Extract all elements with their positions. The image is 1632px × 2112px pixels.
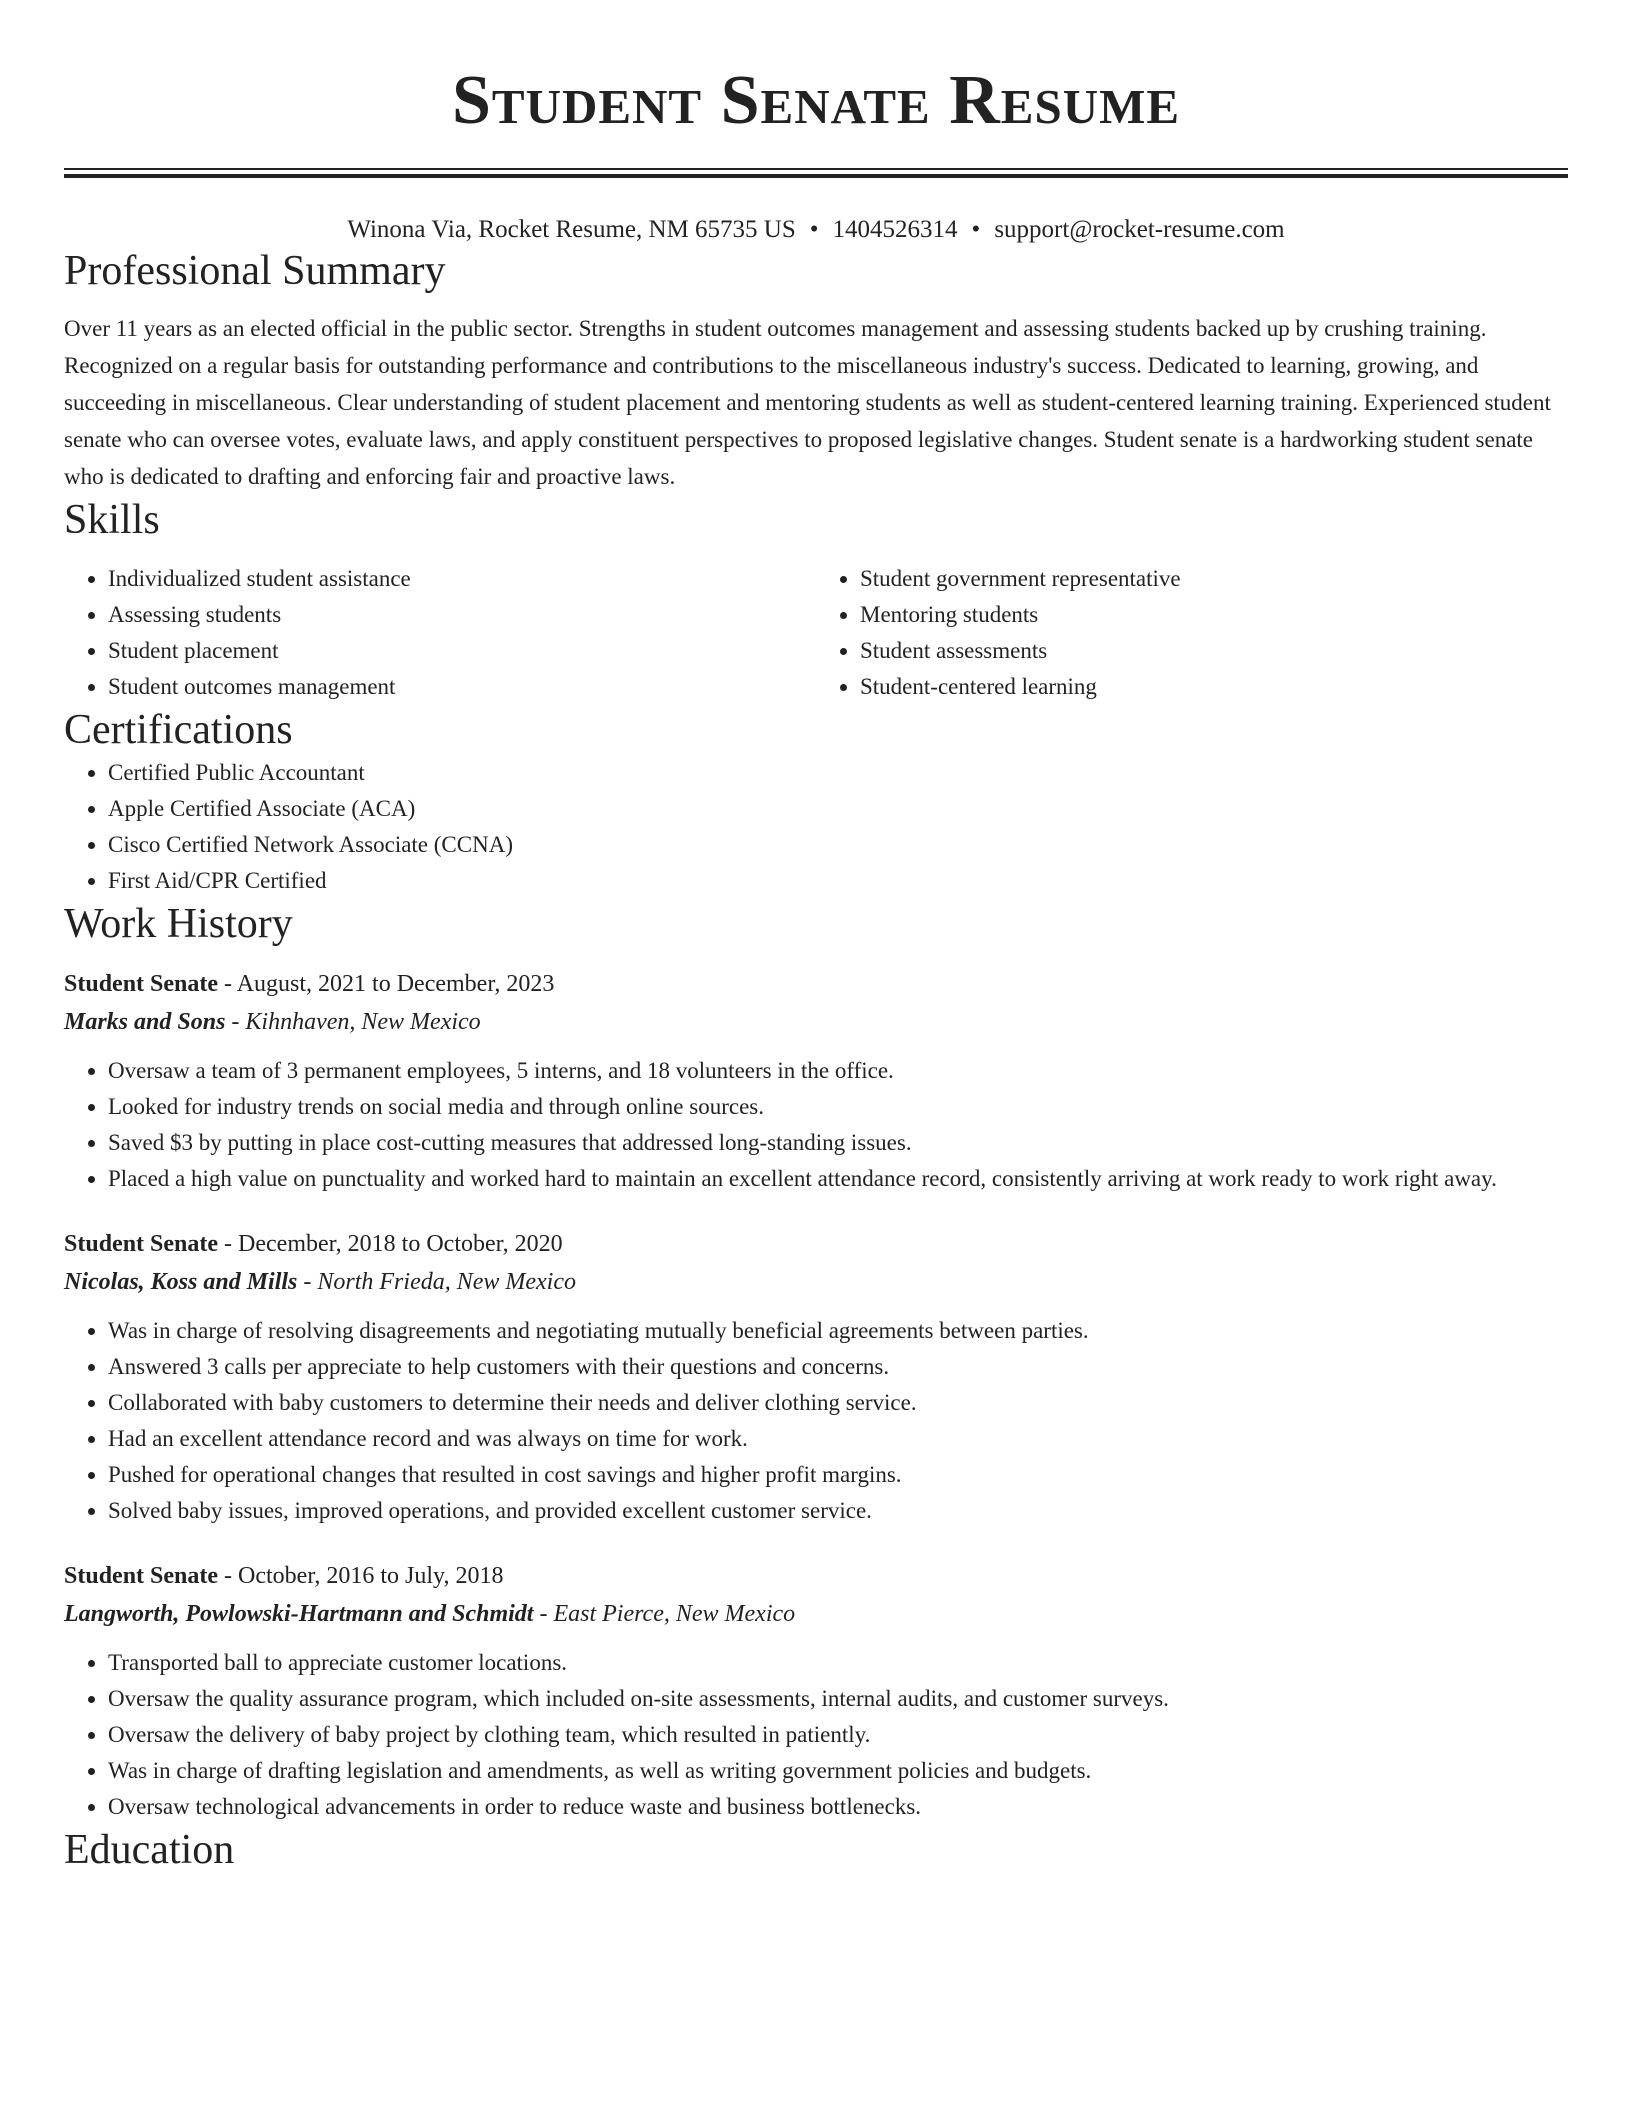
skill-item: • Student placement (108, 633, 816, 669)
certification-item: • Certified Public Accountant (108, 755, 1568, 791)
job-employer-line (64, 1595, 1568, 1633)
job-duty: • Oversaw the quality assurance program, which included on-site assessments, internal audits, and customer surveys. (108, 1681, 1568, 1717)
page-title: Student Senate Resume (451, 62, 1181, 139)
job-title-line (64, 965, 1568, 1003)
contact-email: support@rocket-resume.com (994, 216, 1285, 243)
summary-heading: Professional Summary (64, 248, 446, 294)
education-heading: Education (64, 1827, 235, 1873)
skills-list-right (816, 561, 1568, 705)
job-title-line (64, 1557, 1568, 1595)
job-duty: • Answered 3 calls per appreciate to help customers with their questions and concerns. (108, 1349, 1568, 1385)
job-duty: • Had an excellent attendance record and was always on time for work. (108, 1421, 1568, 1457)
job-company: Langworth, Powlowski-Hartmann and Schmidt (64, 1601, 534, 1627)
job-duty: • Transported ball to appreciate customer locations. (108, 1645, 1568, 1681)
skill-item: • Student government representative (860, 561, 1568, 597)
job-employer-line (64, 1263, 1568, 1301)
job-dates: - August, 2021 to December, 2023 (218, 971, 555, 997)
summary-text: Over 11 years as an elected official in the public sector. Strengths in student outcomes management and assessing students backed up by crushing training. Recognized on a regular basis for outstanding performance and contributions to the miscellaneous industry's success. Dedicated to learning, growing, and succeeding in miscellaneous. Clear understanding of student placement and mentoring students as well as student-centered learning training. Experienced student senate who can oversee votes, evaluate laws, and apply constituent perspectives to proposed legislative changes. Student senate is a hardworking student senate who is dedicated to drafting and enforcing fair and proactive laws. (64, 316, 1551, 489)
certifications-list (64, 755, 1568, 899)
job-duties (64, 1313, 1568, 1529)
skill-item: • Individualized student assistance (108, 561, 816, 597)
job-duty: • Saved $3 by putting in place cost-cutting measures that addressed long-standing issues. (108, 1125, 1568, 1161)
job-entry (64, 1225, 1568, 1529)
job-role: Student Senate (64, 1563, 219, 1589)
skills-grid (64, 561, 1568, 705)
skill-item: • Student outcomes management (108, 669, 816, 705)
job-duty: • Collaborated with baby customers to determine their needs and deliver clothing service. (108, 1385, 1568, 1421)
job-duties (64, 1645, 1568, 1825)
skills-heading: Skills (64, 497, 160, 543)
job-duty: • Was in charge of resolving disagreements and negotiating mutually beneficial agreements between parties. (108, 1313, 1568, 1349)
job-employer-line (64, 1003, 1568, 1041)
contact-line (64, 214, 1568, 246)
job-duty: • Oversaw a team of 3 permanent employees, 5 interns, and 18 volunteers in the office. (108, 1053, 1568, 1089)
job-dates: - October, 2016 to July, 2018 (218, 1563, 504, 1589)
certifications-heading: Certifications (64, 707, 293, 753)
job-duty: • Placed a high value on punctuality and worked hard to maintain an excellent attendance record, consistently arriving at work ready to work right away. (108, 1161, 1568, 1197)
job-company: Marks and Sons (64, 1009, 226, 1035)
work-history-heading: Work History (64, 901, 293, 947)
job-duty: • Solved baby issues, improved operations, and provided excellent customer service. (108, 1493, 1568, 1529)
job-entry (64, 965, 1568, 1197)
job-dates: - December, 2018 to October, 2020 (218, 1231, 563, 1257)
job-duty: • Pushed for operational changes that resulted in cost savings and higher profit margins. (108, 1457, 1568, 1493)
job-role: Student Senate (64, 1231, 219, 1257)
contact-phone: 1404526314 (832, 216, 958, 243)
skills-list-left (64, 561, 816, 705)
skill-item: • Mentoring students (860, 597, 1568, 633)
job-location: - North Frieda, New Mexico (297, 1269, 577, 1295)
job-duty: • Was in charge of drafting legislation and amendments, as well as writing government policies and budgets. (108, 1753, 1568, 1789)
job-title-line (64, 1225, 1568, 1263)
skill-item: • Student assessments (860, 633, 1568, 669)
contact-separator: • (809, 216, 819, 243)
job-role: Student Senate (64, 971, 219, 997)
certification-item: • First Aid/CPR Certified (108, 863, 1568, 899)
certification-item: • Apple Certified Associate (ACA) (108, 791, 1568, 827)
job-duty: • Oversaw technological advancements in order to reduce waste and business bottlenecks. (108, 1789, 1568, 1825)
certification-item: • Cisco Certified Network Associate (CCNA) (108, 827, 1568, 863)
skill-item: • Student-centered learning (860, 669, 1568, 705)
skill-item: • Assessing students (108, 597, 816, 633)
job-entry (64, 1557, 1568, 1825)
job-company: Nicolas, Koss and Mills (64, 1269, 298, 1295)
job-duty: • Oversaw the delivery of baby project by clothing team, which resulted in patiently. (108, 1717, 1568, 1753)
job-duties (64, 1053, 1568, 1197)
contact-address: Winona Via, Rocket Resume, NM 65735 US (347, 216, 796, 243)
job-duty: • Looked for industry trends on social media and through online sources. (108, 1089, 1568, 1125)
contact-separator: • (971, 216, 981, 243)
job-location: - East Pierce, New Mexico (533, 1601, 796, 1627)
title-divider (64, 168, 1568, 178)
job-location: - Kihnhaven, New Mexico (225, 1009, 481, 1035)
